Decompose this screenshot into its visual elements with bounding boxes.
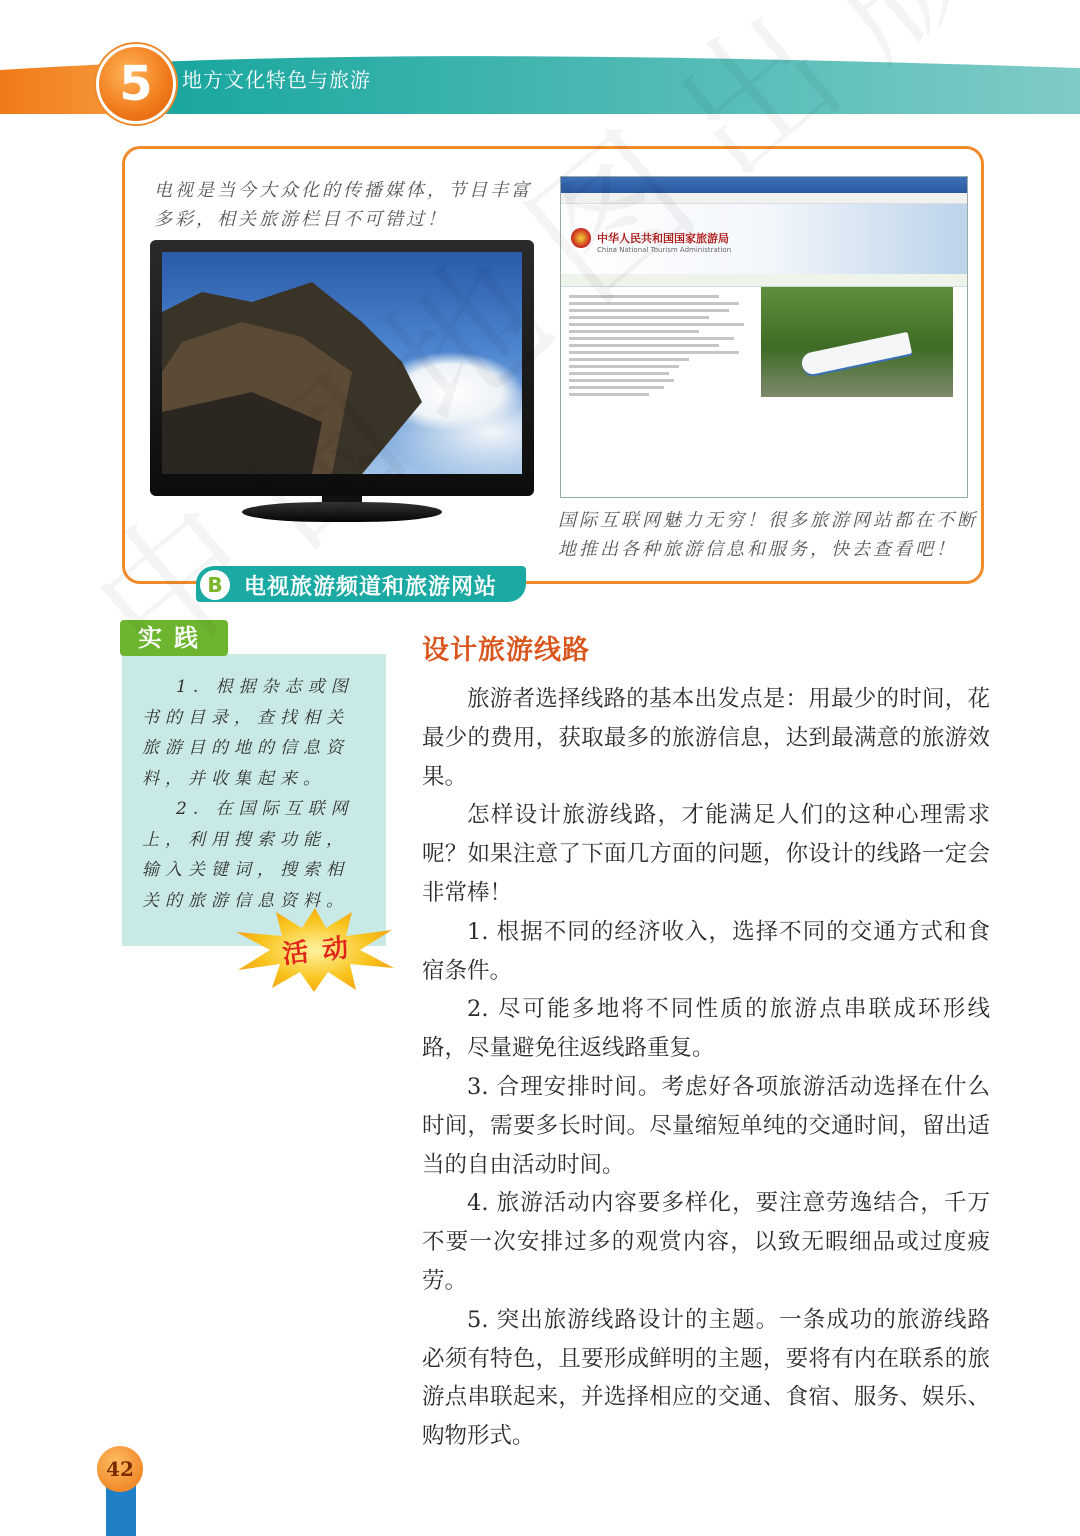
page-number: 42 [97,1446,143,1492]
body-paragraph: 怎样设计旅游线路，才能满足人们的这种心理需求呢？如果注意了下面几方面的问题，你设计的线路一定会非常棒！ [422,802,990,906]
practice-item: 2. 在国际互联网上，利用搜索功能，输入关键词，搜索相关的旅游信息资料。 [142,799,354,911]
main-heading: 设计旅游线路 [422,635,590,666]
chapter-title: 地方文化特色与旅游 [182,68,371,92]
tv-caption: 电视是当今大众化的传播媒体，节目丰富多彩，相关旅游栏目不可错过！ [154,180,532,230]
site-body [561,287,967,497]
body-paragraph: 4. 旅游活动内容要多样化，要注意劳逸结合，千万不要一次安排过多的观赏内容，以致无暇细品或过度疲劳。 [422,1190,990,1294]
practice-tag: 实践 [120,620,228,656]
body-paragraph: 5. 突出旅游线路设计的主题。一条成功的旅游线路必须有特色，且要形成鲜明的主题，要将有内在联系的旅游点串联起来，并选择相应的交通、食宿、服务、娱乐、购物形式。 [422,1306,990,1450]
site-banner [561,204,967,274]
tv-screen-mountain-image [162,252,522,474]
section-letter-badge: B [200,570,230,600]
activity-label: 活动 [280,931,364,971]
practice-item: 1. 根据杂志或图书的目录，查找相关旅游目的地的信息资料，并收集起来。 [142,677,354,789]
train-shape [800,332,912,376]
high-speed-train-image [761,287,953,397]
tv-stand-base [242,502,442,522]
tourism-website-screenshot [560,176,968,498]
site-nav-bar [561,274,967,287]
browser-address-bar [561,177,967,193]
tv-frame [150,240,534,496]
national-emblem-icon [571,228,591,248]
web-caption: 国际互联网魅力无穷！很多旅游网站都在不断地推出各种旅游信息和服务，快去查看吧！ [558,510,978,560]
main-body [422,680,990,1456]
body-paragraph: 2. 尽可能多地将不同性质的旅游点串联成环形线路，尽量避免往返线路重复。 [422,996,990,1062]
site-name: 中华人民共和国国家旅游局 [597,232,729,245]
body-paragraph: 3. 合理安排时间。考虑好各项旅游活动选择在什么时间，需要多长时间。尽量缩短单纯的交通时间，留出适当的自由活动时间。 [422,1073,990,1178]
section-title: 电视旅游频道和旅游网站 [244,575,498,600]
practice-text [142,672,368,916]
body-paragraph: 1. 根据不同的经济收入，选择不同的交通方式和食宿条件。 [422,918,990,984]
chapter-number-badge: 5 [96,44,176,124]
browser-menu-bar [561,193,967,204]
news-list [569,291,759,400]
tv-illustration [150,240,534,526]
body-paragraph: 旅游者选择线路的基本出发点是：用最少的时间，花最少的费用，获取最多的旅游信息，达到最满意的旅游效果。 [422,686,990,790]
site-name-en: China National Tourism Administration [597,246,732,254]
